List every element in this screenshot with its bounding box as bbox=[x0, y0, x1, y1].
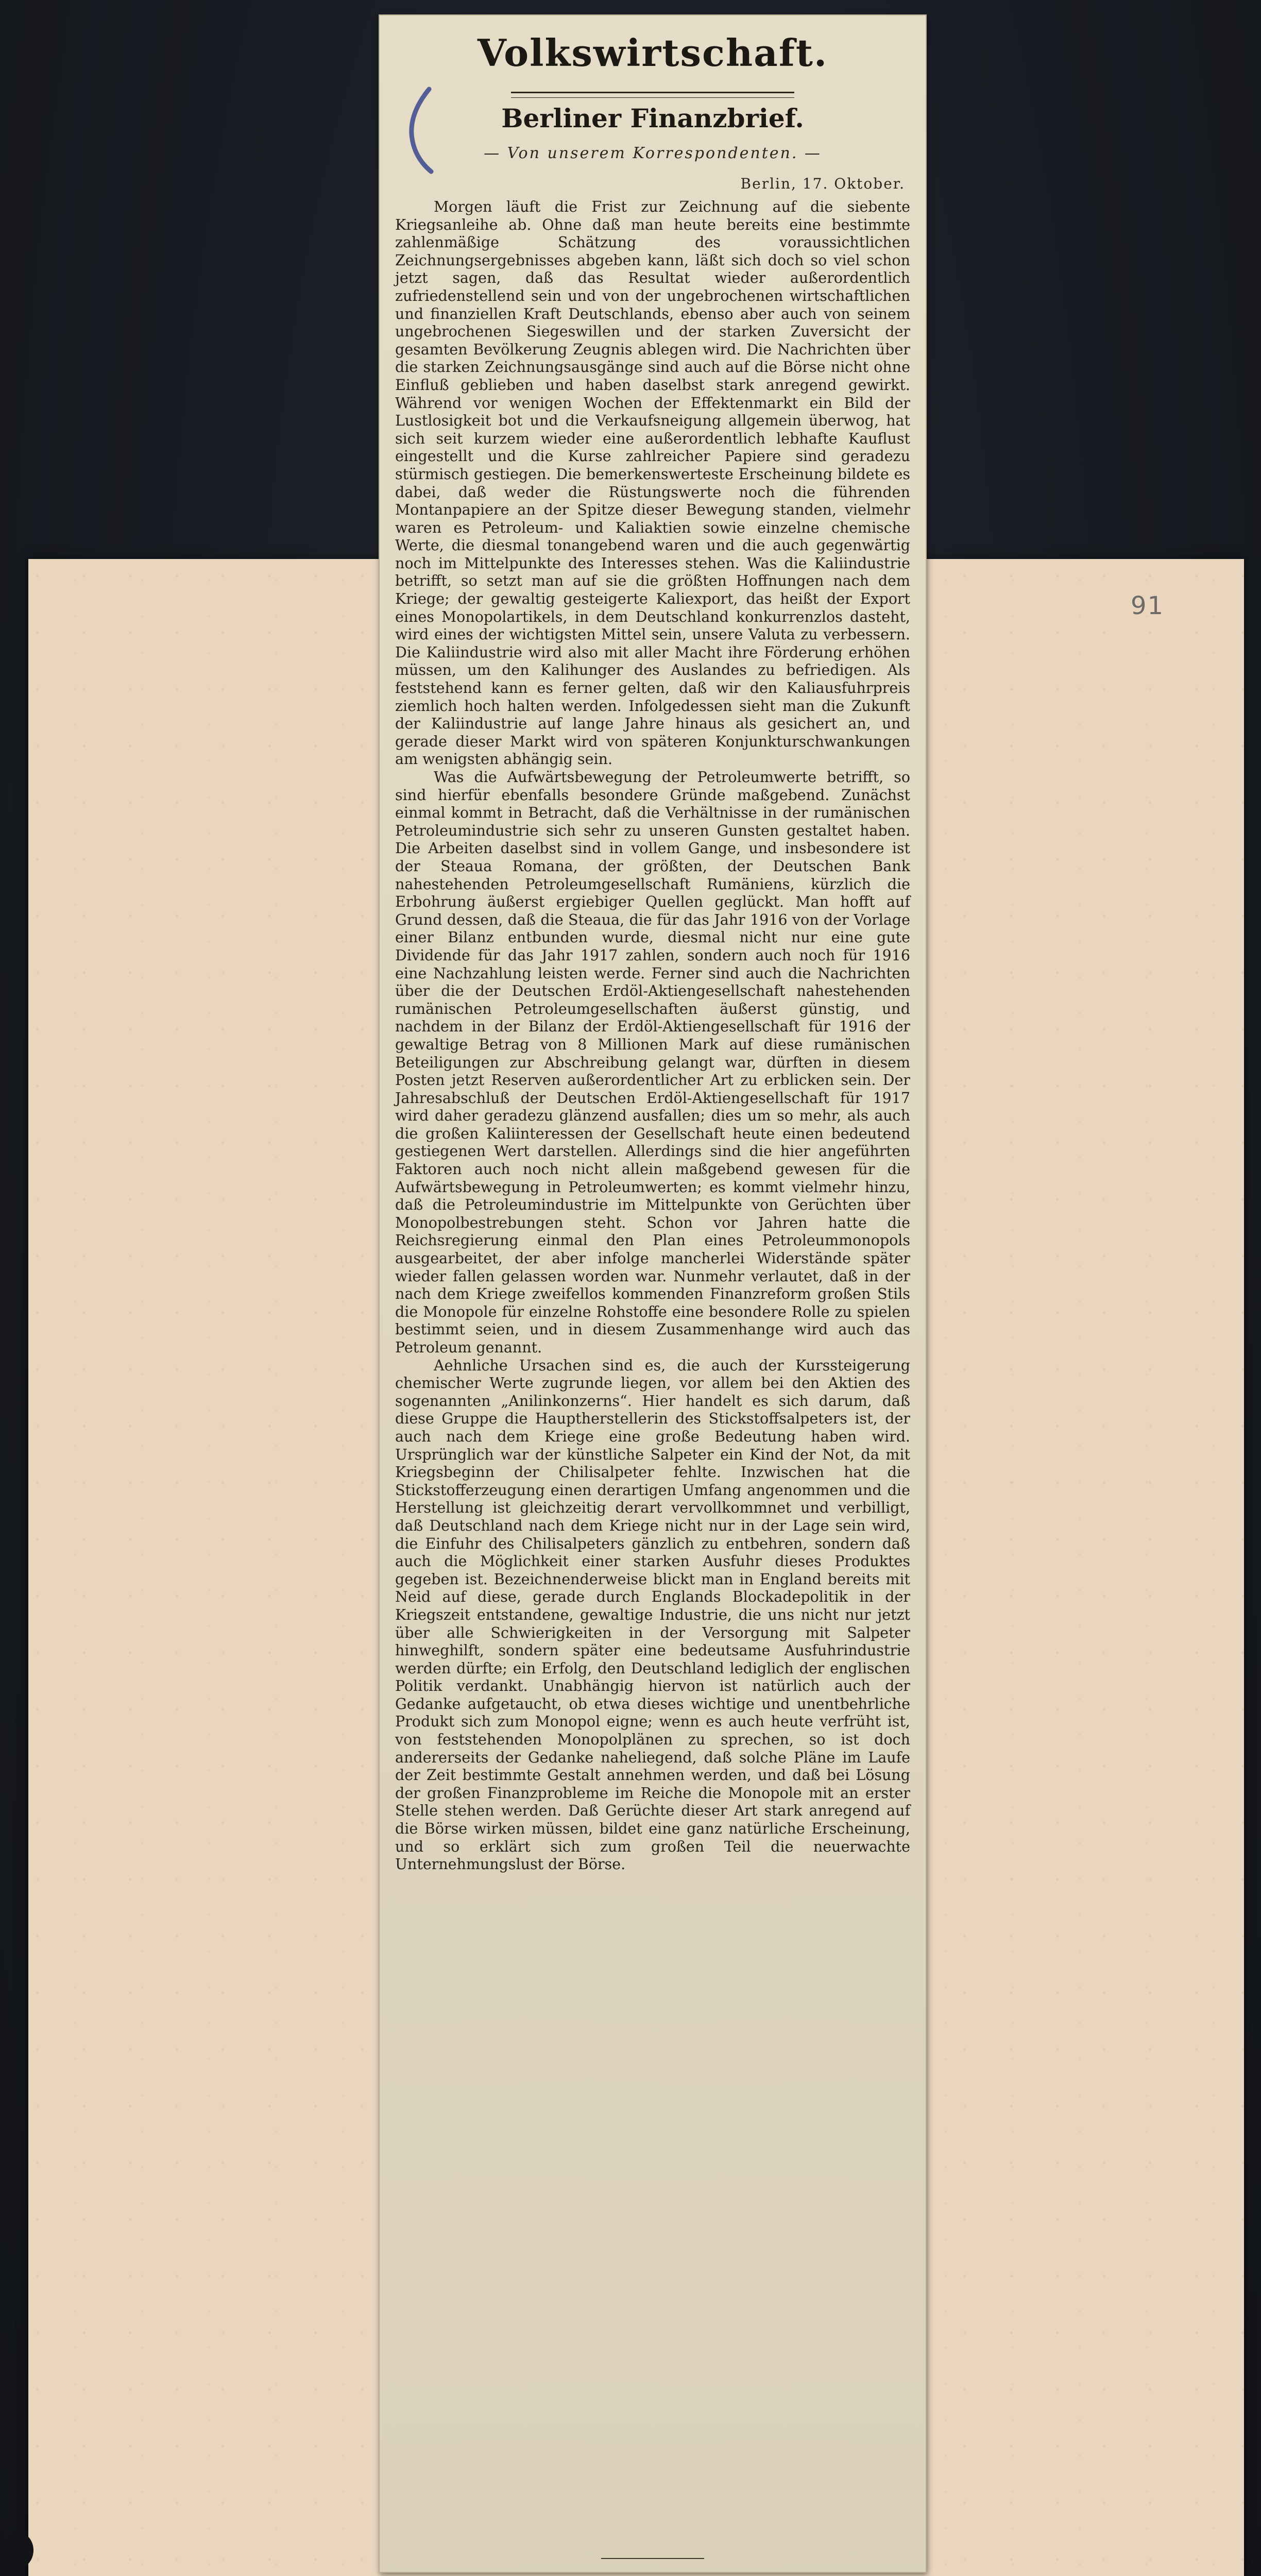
end-rule bbox=[601, 2558, 704, 2559]
title-rule bbox=[511, 92, 794, 98]
paragraph: Was die Aufwärtsbewegung der Petroleumwerte betrifft, so sind hierfür ebenfalls besondere Gründe maßgebend. Zunächst einmal kommt in Betracht, daß die Verhältnisse in der rumänischen Petroleumindustrie sich sehr zu unseren Gunsten gestaltet haben. Die Arbeiten daselbst sind in vollem Gange, und insbesondere ist der Steaua Romana, der größten, der Deutschen Bank nahestehenden Petroleumgesellschaft Rumäniens, kürzlich die Erbohrung äußerst ergiebiger Quellen geglückt. Man hofft auf Grund dessen, daß die Steaua, die für das Jahr 1916 von der Vorlage einer Bilanz entbunden wurde, diesmal nicht nur eine gute Dividende für das Jahr 1917 zahlen, sondern auch noch für 1916 eine Nachzahlung leisten werde. Ferner sind auch die Nachrichten über die der Deutschen Erdöl-Aktiengesellschaft nahestehenden rumänischen Petroleumgesellschaften äußerst günstig, und nachdem in der Bilanz der Erdöl-Aktiengesellschaft für 1916 der gewaltige Betrag von 8 Millionen Mark auf diese rumänischen Beteiligungen zur Abschreibung gelangt war, dürften in diesem Posten jetzt Reserven außerordentlicher Art zu erblicken sein. Der Jahresabschluß der Deutschen Erdöl-Aktiengesellschaft für 1917 wird daher geradezu glänzend ausfallen; dies um so mehr, als auch die großen Kaliinteressen der Gesellschaft heute einen bedeutend gestiegenen Wert darstellen. Allerdings sind die hier angeführten Faktoren auch noch nicht allein maßgebend gewesen für die Aufwärtsbewegung in Petroleumwerten; es kommt vielmehr hinzu, daß die Petroleumindustrie im Mittelpunkte von Gerüchten über Monopolbestrebungen steht. Schon vor Jahren hatte die Reichsregierung einmal den Plan eines Petroleummonopols ausgearbeitet, der aber infolge mancherlei Widerstände später wieder fallen gelassen worden war. Nunmehr verlautet, daß in der nach dem Kriege zweifellos kommenden Finanzreform großen Stils die Monopole für einzelne Rohstoffe eine besondere Rolle zu spielen bestimmt seien, und in diesem Zusammenhange wird auch das Petroleum genannt. bbox=[395, 769, 910, 1356]
section-title: Volkswirtschaft. bbox=[477, 31, 828, 75]
dateline: Berlin, 17. Oktober. bbox=[740, 175, 905, 192]
byline: — Von unserem Korrespondenten. — bbox=[484, 144, 822, 162]
folio-number: 91 bbox=[1131, 591, 1165, 620]
paragraph: Aehnliche Ursachen sind es, die auch der Kurssteigerung chemischer Werte zugrunde liegen, vor allem bei den Aktien des sogenannten „Anilinkonzerns“. Hier handelt es sich darum, daß diese Gruppe die Hauptherstellerin des Stickstoffsalpeters ist, der auch nach dem Kriege eine große Bedeutung haben wird. Ursprünglich war der künstliche Salpeter ein Kind der Not, da mit Kriegsbeginn der Chilisalpeter fehlte. Inzwischen hat die Stickstofferzeugung einen derartigen Umfang angenommen und die Herstellung ist gleichzeitig derart vervollkommnet und verbilligt, daß Deutschland nach dem Kriege nicht nur in der Lage sein wird, die Einfuhr des Chilisalpeters gänzlich zu entbehren, sondern daß auch die Möglichkeit einer starken Ausfuhr dieses Produktes gegeben ist. Bezeichnenderweise blickt man in England bereits mit Neid auf diese, gerade durch Englands Blockadepolitik in der Kriegszeit entstandene, gewaltige Industrie, die uns nicht nur jetzt über alle Schwierigkeiten in der Versorgung mit Salpeter hinweghilft, sondern später eine bedeutsame Ausfuhrindustrie werden dürfte; ein Erfolg, den Deutschland lediglich der englischen Politik verdankt. Unabhängig hiervon ist natürlich auch der Gedanke aufgetaucht, ob etwa dieses wichtige und unentbehrliche Produkt sich zum Monopol eigne; wenn es auch heute verfrüht ist, von feststehenden Monopolplänen zu sprechen, so ist doch andererseits der Gedanke naheliegend, daß solche Pläne im Laufe der Zeit bestimmte Gestalt annehmen werden, und daß bei Lösung der großen Finanzprobleme im Reiche die Monopole mit an erster Stelle stehen werden. Daß Gerüchte dieser Art stark anregend auf die Börse wirken müssen, bildet eine ganz natürliche Erscheinung, und so erklärt sich zum großen Teil die neuerwachte Unternehmungslust der Börse. bbox=[395, 1357, 910, 1873]
article-title: Berliner Finanzbrief. bbox=[501, 103, 804, 133]
binding-hole bbox=[3, 2532, 33, 2568]
paragraph: Morgen läuft die Frist zur Zeichnung auf die siebente Kriegsanleihe ab. Ohne daß man heute bereits eine bestimmte zahlenmäßige Schätzung des voraussichtlichen Zeichnungsergebnisses abgeben kann, läßt sich doch so viel schon jetzt sagen, daß das Resultat wieder außerordentlich zufriedenstellend sein und von der ungebrochenen wirtschaftlichen und finanziellen Kraft Deutschlands, ebenso aber auch von seinem ungebrochenen Siegeswillen und der starken Zuversicht der gesamten Bevölkerung Zeugnis ablegen wird. Die Nachrichten über die starken Zeichnungsausgänge sind auch auf die Börse nicht ohne Einfluß geblieben und haben daselbst stark anregend gewirkt. Während vor wenigen Wochen der Effektenmarkt ein Bild der Lustlosigkeit bot und die Verkaufsneigung allgemein überwog, hat sich seit kurzem wieder eine außerordentlich lebhafte Kauflust eingestellt und die Kurse zahlreicher Papiere sind geradezu stürmisch gestiegen. Die bemerkenswerteste Erscheinung bildete es dabei, daß weder die Rüstungswerte noch die führenden Montanpapiere an der Spitze dieser Bewegung standen, vielmehr waren es Petroleum- und Kaliaktien sowie einzelne chemische Werte, die diesmal tonangebend waren und die auch gegenwärtig noch im Mittelpunkte des Interesses stehen. Was die Kaliindustrie betrifft, so setzt man auf sie die größten Hoffnungen nach dem Kriege; der gewaltig gesteigerte Kaliexport, das heißt der Export eines Monopolartikels, in dem Deutschland konkurrenzlos dasteht, wird eines der wichtigsten Mittel sein, unsere Valuta zu verbessern. Die Kaliindustrie wird also mit aller Macht ihre Förderung erhöhen müssen, um den Kalihunger des Auslandes zu befriedigen. Als feststehend kann es ferner gelten, daß wir den Kaliausfuhrpreis ziemlich hoch halten werden. Infolgedessen sieht man die Zukunft der Kaliindustrie auf lange Jahre hinaus als gesichert an, und gerade dieser Markt wird von späteren Konjunkturschwankungen am wenigsten abhängig sein. bbox=[395, 198, 910, 768]
article-body bbox=[395, 198, 910, 1874]
newspaper-clipping bbox=[379, 14, 927, 2573]
